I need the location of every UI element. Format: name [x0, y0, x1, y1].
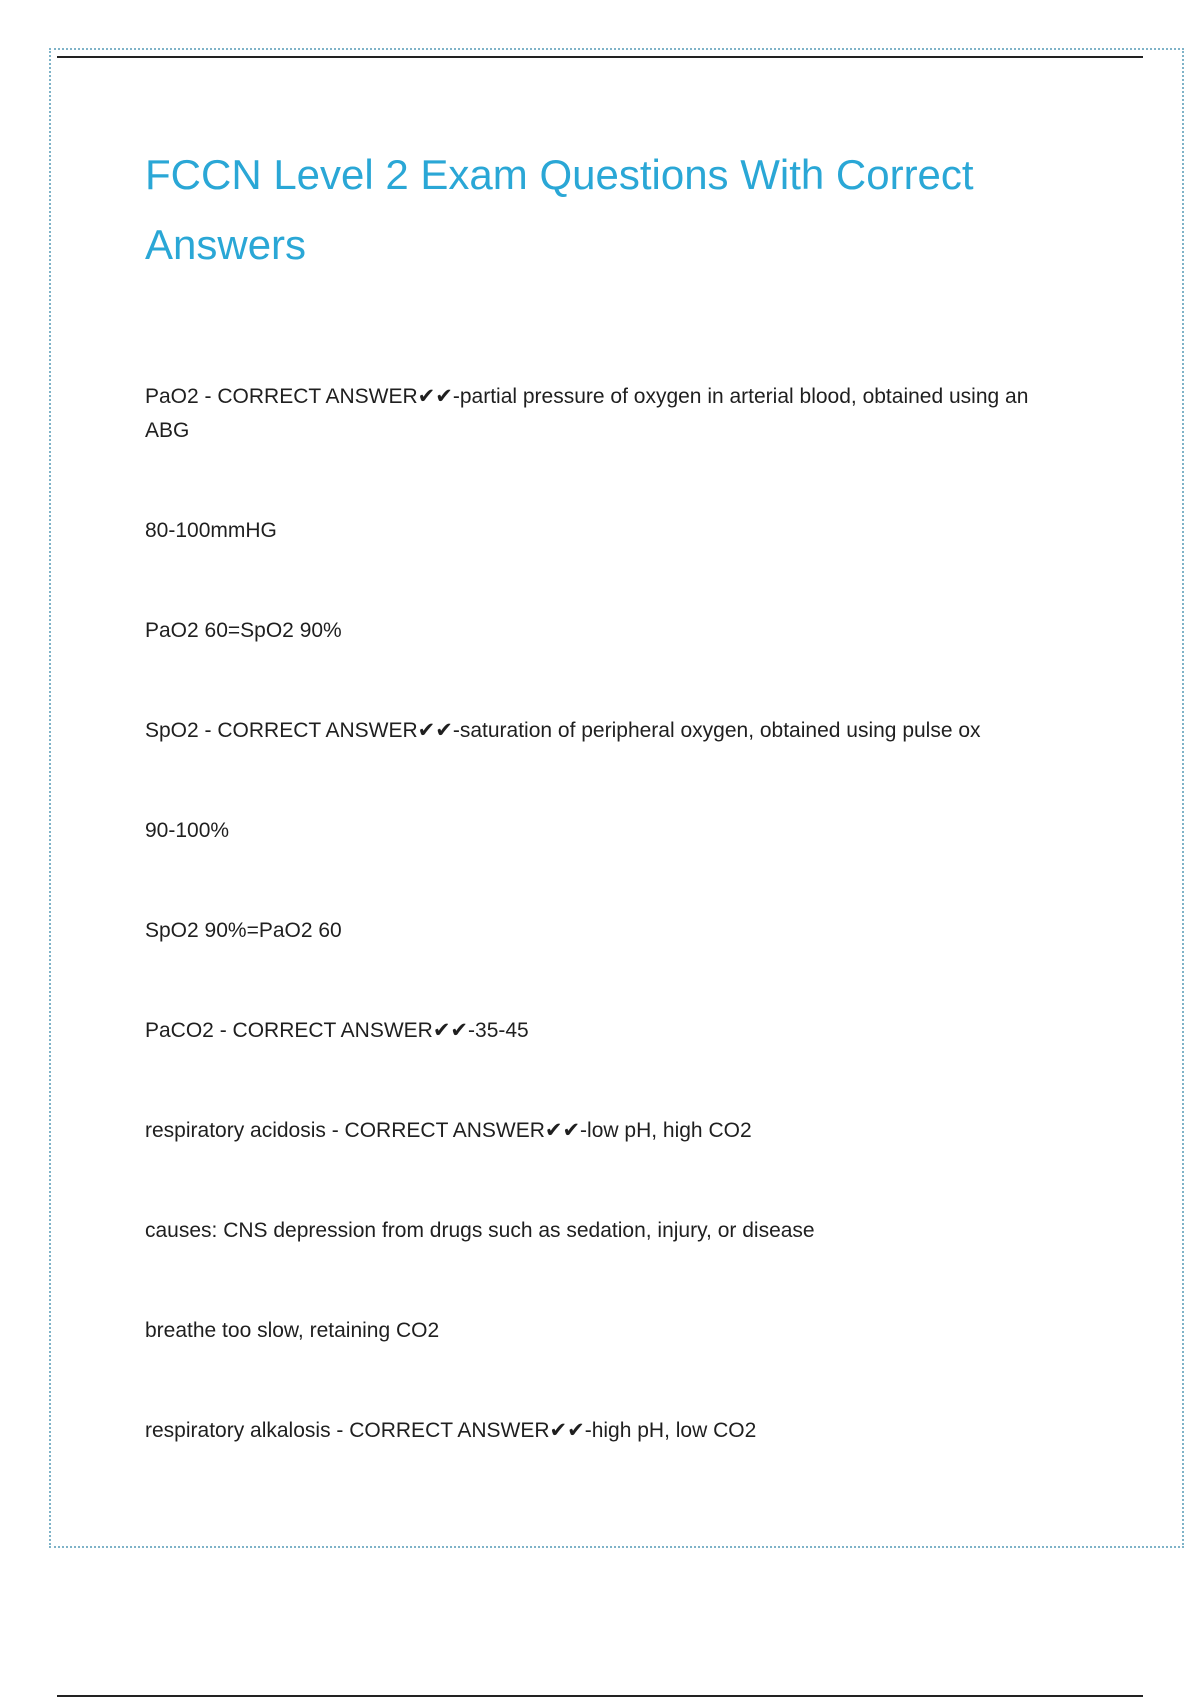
- entry-spo2-pao2-equivalence: SpO2 90%=PaO2 60: [145, 919, 342, 942]
- entry-spo2-range: 90-100%: [145, 819, 230, 842]
- entry-respiratory-acidosis: respiratory acidosis - CORRECT ANSWER✔✔-low pH, high CO2: [145, 1119, 752, 1142]
- entry-acidosis-breathing: breathe too slow, retaining CO2: [145, 1319, 440, 1342]
- next-page-rule: [57, 1695, 1143, 1697]
- document-title: FCCN Level 2 Exam Questions With Correct Answers: [145, 151, 974, 268]
- entry-respiratory-alkalosis: respiratory alkalosis - CORRECT ANSWER✔✔-high pH, low CO2: [145, 1419, 757, 1442]
- entry-spo2-definition: SpO2 - CORRECT ANSWER✔✔-saturation of peripheral oxygen, obtained using pulse ox: [145, 719, 981, 742]
- entry-pao2-definition: PaO2 - CORRECT ANSWER✔✔-partial pressure of oxygen in arterial blood, obtained using an ABG: [145, 385, 1029, 442]
- entry-pao2-spo2-equivalence: PaO2 60=SpO2 90%: [145, 619, 342, 642]
- document-body: [145, 380, 1075, 1448]
- entry-paco2-definition: PaCO2 - CORRECT ANSWER✔✔-35-45: [145, 1019, 529, 1042]
- entry-pao2-range: 80-100mmHG: [145, 519, 277, 542]
- entry-acidosis-causes: causes: CNS depression from drugs such as sedation, injury, or disease: [145, 1219, 815, 1242]
- header-rule: [57, 56, 1143, 58]
